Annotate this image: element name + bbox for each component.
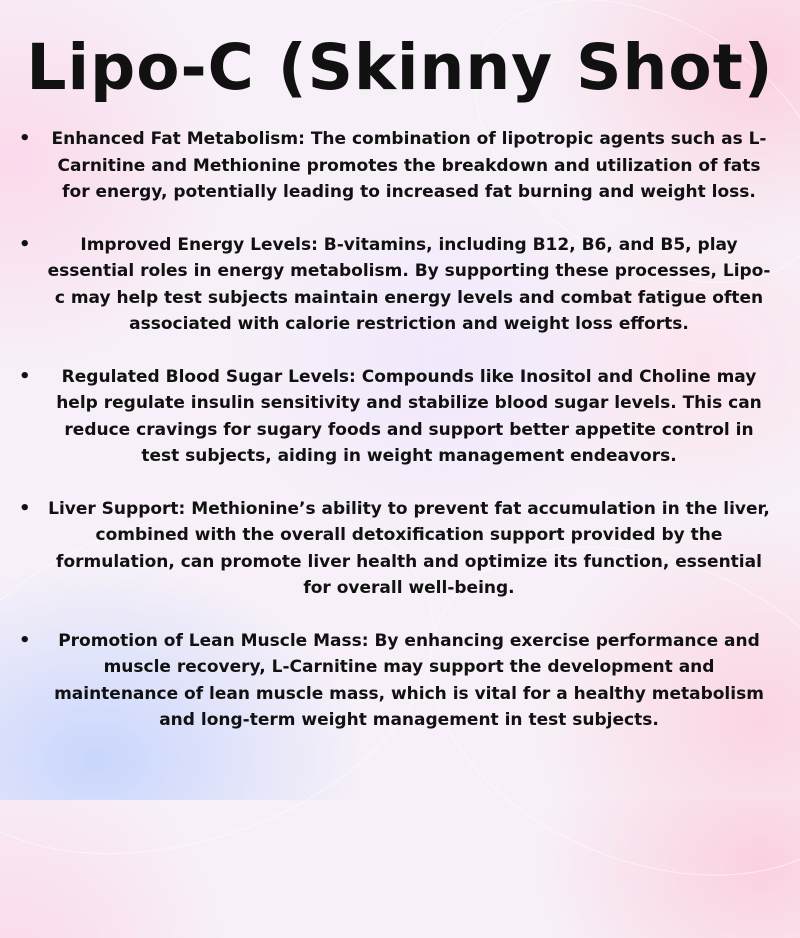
benefit-text: Liver Support: Methionine’s ability to prevent fat accumulation in the liver, combined with the overall detoxification support provided by the formulation, can promote liver health and optimize its function, essential for overall well-being.: [48, 498, 770, 598]
benefit-text: Regulated Blood Sugar Levels: Compounds like Inositol and Choline may help regulate insulin sensitivity and stabilize blood sugar levels. This can reduce cravings for sugary foods and support better appetite control in test subjects, aiding in weight management endeavors.: [56, 366, 762, 466]
bullet-icon: •: [19, 233, 31, 255]
bullet-icon: •: [19, 365, 31, 387]
list-item: [0, 364, 800, 470]
list-item: [0, 126, 800, 206]
benefit-text: Improved Energy Levels: B-vitamins, including B12, B6, and B5, play essential roles in energy metabolism. By supporting these processes, Lipo-c may help test subjects maintain energy levels and combat fatigue often associated with calorie restriction and weight loss efforts.: [47, 234, 771, 334]
page-title: Lipo-C (Skinny Shot): [26, 31, 774, 104]
bullet-icon: •: [19, 497, 31, 519]
benefit-text: Enhanced Fat Metabolism: The combination of lipotropic agents such as L-Carnitine and Methionine promotes the breakdown and utilization of fats for energy, potentially leading to increased fat burning and weight loss.: [51, 129, 767, 202]
benefit-text: Promotion of Lean Muscle Mass: By enhancing exercise performance and muscle recovery, L-Carnitine may support the development and maintenance of lean muscle mass, which is vital for a healthy metabolism and long-term weight management in test subjects.: [54, 630, 764, 730]
list-item: [0, 232, 800, 338]
bullet-icon: •: [19, 629, 31, 651]
list-item: [0, 628, 800, 734]
list-item: [0, 496, 800, 602]
bullet-icon: •: [19, 128, 31, 149]
benefits-list: [0, 126, 800, 760]
